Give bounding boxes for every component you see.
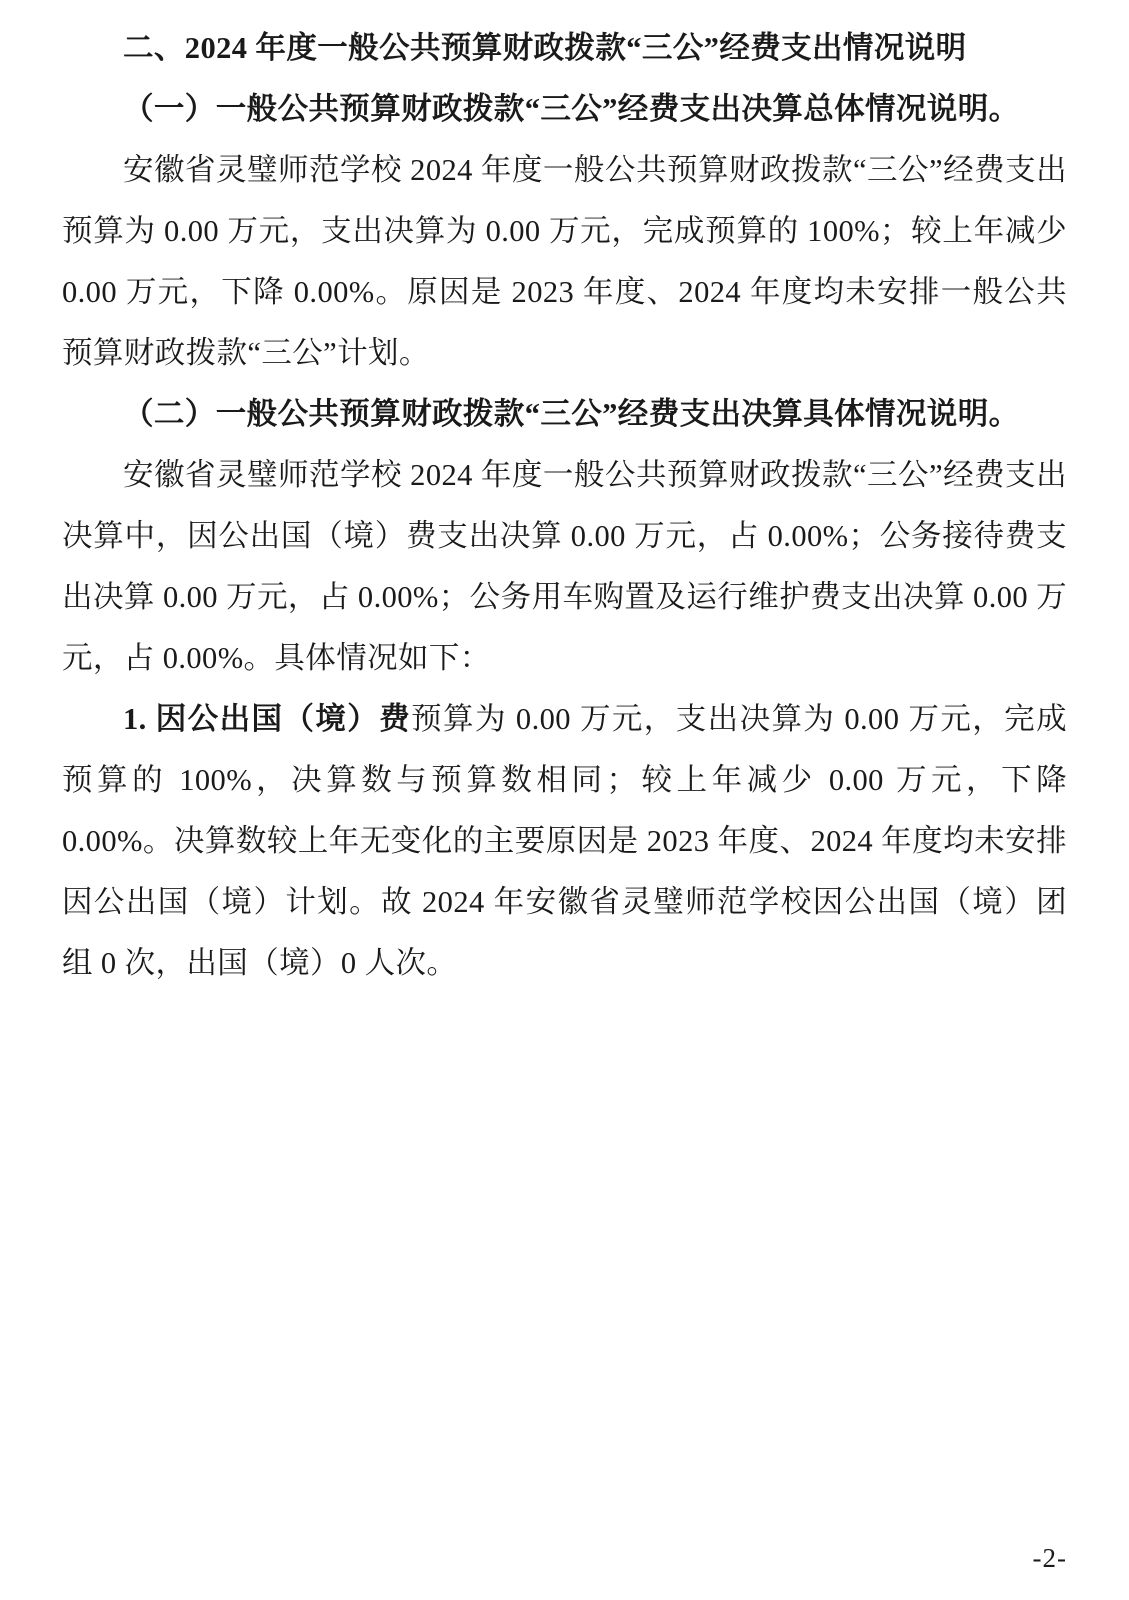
section-heading: 二、2024 年度一般公共预算财政拨款“三公”经费支出情况说明 (123, 31, 967, 65)
subsection-1-heading: （一）一般公共预算财政拨款“三公”经费支出决算总体情况说明。 (123, 92, 1020, 126)
paragraph-total-overview: 安徽省灵璧师范学校 2024 年度一般公共预算财政拨款“三公”经费支出预算为 0.00 万元，支出决算为 0.00 万元，完成预算的 100%；较上年减少 0.00 万元，下降 0.00%。原因是 2023 年度、2024 年度均未安排一般公共预算财政拨款“三公”计划。 (62, 153, 1067, 370)
item-1-paragraph (62, 689, 1067, 994)
paragraph-detail-overview: 安徽省灵璧师范学校 2024 年度一般公共预算财政拨款“三公”经费支出决算中，因公出国（境）费支出决算 0.00 万元，占 0.00%；公务接待费支出决算 0.00 万元，占 0.00%；公务用车购置及运行维护费支出决算 0.00 万元，占 0.00%。具体情况如下： (62, 458, 1067, 675)
subsection-2-heading: （二）一般公共预算财政拨款“三公”经费支出决算具体情况说明。 (123, 397, 1020, 431)
page-number: -2- (1032, 1543, 1067, 1573)
item-1-body-text: 预算为 0.00 万元，支出决算为 0.00 万元，完成预算的 100%，决算数与预算数相同；较上年减少 0.00 万元，下降 0.00%。决算数较上年无变化的主要原因是 2023 年度、2024 年度均未安排因公出国（境）计划。故 2024 年安徽省灵璧师范学校因公出国（境）团组 0 次，出国（境）0 人次。 (62, 702, 1067, 980)
item-1-lead-label: 1. 因公出国（境）费 (123, 702, 412, 736)
document-body (62, 18, 1067, 994)
